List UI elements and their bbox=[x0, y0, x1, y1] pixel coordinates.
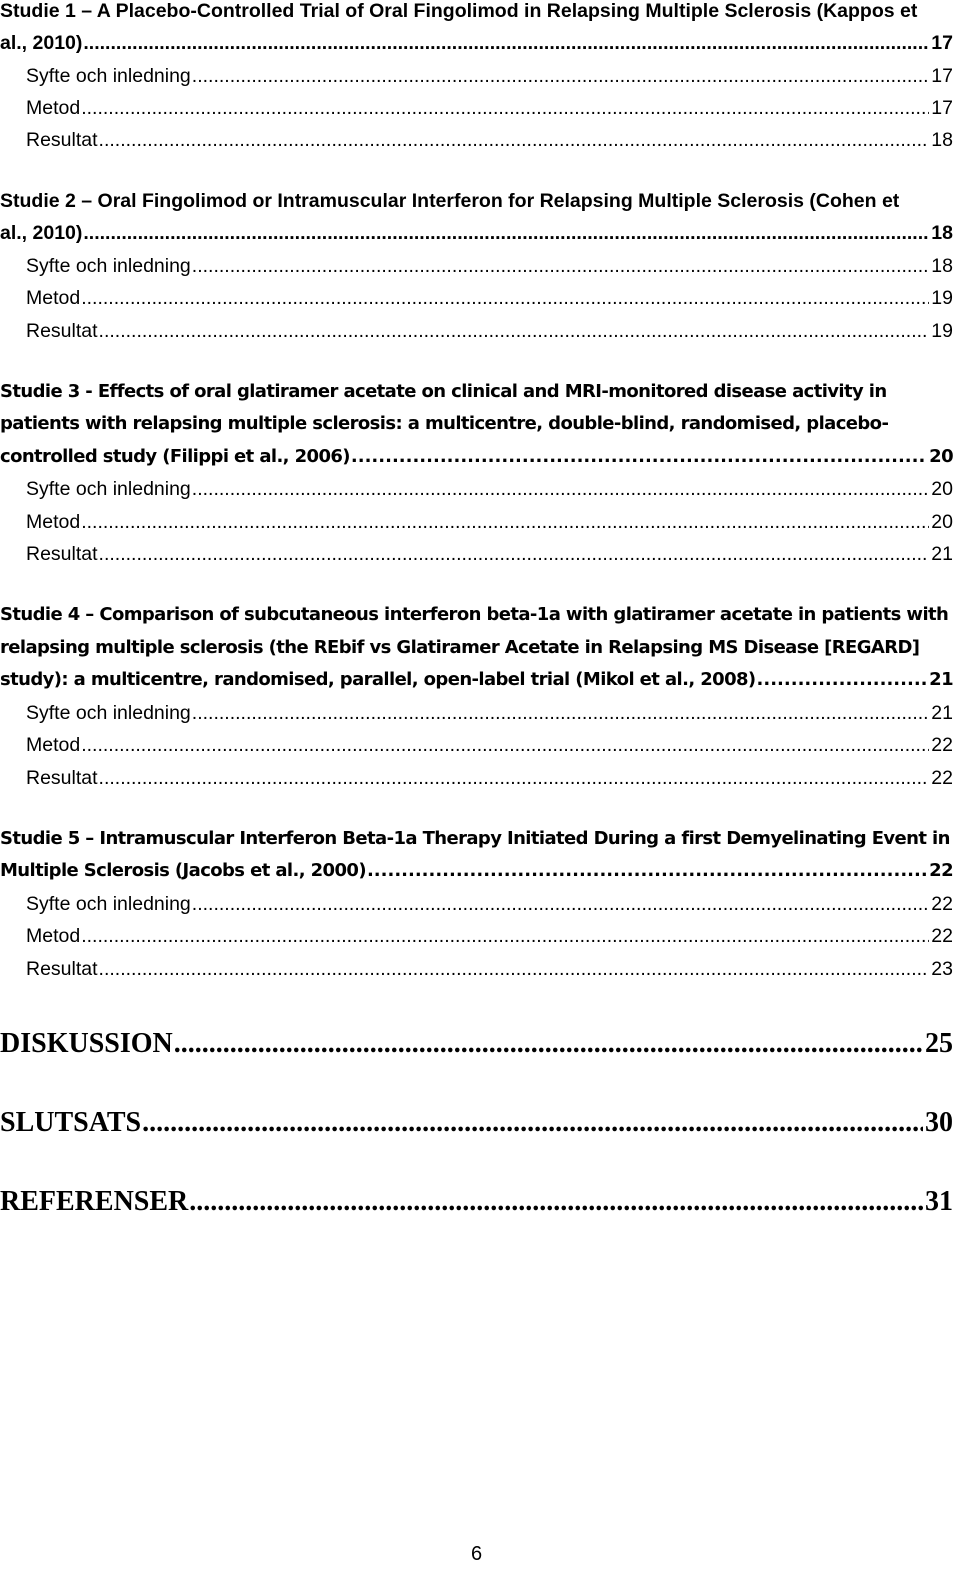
dot-leader bbox=[81, 97, 929, 120]
toc-study-4-entry[interactable] bbox=[0, 669, 953, 690]
toc-page-number: 22 bbox=[929, 860, 953, 881]
toc-study-1-title-line-1[interactable]: Studie 1 – A Placebo-Controlled Trial of Oral Fingolimod in Relapsing Multiple Sclerosis (Kappos et bbox=[0, 0, 918, 22]
toc-chapter-referenser[interactable] bbox=[0, 1186, 953, 1218]
toc-study-3-item-syfte[interactable] bbox=[26, 478, 953, 501]
toc-study-2-item-syfte[interactable] bbox=[26, 255, 953, 278]
toc-study-5-item-metod[interactable] bbox=[26, 925, 953, 948]
dot-leader bbox=[192, 893, 930, 916]
toc-item-label: Metod bbox=[26, 511, 81, 533]
toc-item-label: Syfte och inledning bbox=[26, 65, 191, 87]
toc-page-number: 22 bbox=[931, 893, 953, 915]
dot-leader bbox=[81, 734, 929, 757]
dot-leader bbox=[99, 767, 930, 790]
toc-item-label: Metod bbox=[26, 925, 81, 947]
toc-chapter-label: REFERENSER bbox=[0, 1186, 189, 1217]
toc-study-2-entry[interactable] bbox=[0, 222, 953, 245]
toc-page-number: 22 bbox=[931, 767, 953, 789]
toc-page-number: 17 bbox=[931, 97, 953, 119]
toc-item-label: Syfte och inledning bbox=[26, 255, 191, 277]
toc-study-3-item-resultat[interactable] bbox=[26, 543, 953, 566]
toc-study-5-title-line-2: Multiple Sclerosis (Jacobs et al., 2000) bbox=[0, 860, 366, 881]
toc-study-4-title-line-2[interactable]: relapsing multiple sclerosis (the REbif vs Glatiramer Acetate in Relapsing MS Disease [REGARD] bbox=[0, 637, 920, 658]
toc-study-3-item-metod[interactable] bbox=[26, 511, 953, 534]
toc-chapter-label: DISKUSSION bbox=[0, 1028, 173, 1059]
toc-page-number: 31 bbox=[925, 1186, 953, 1217]
toc-page-number: 18 bbox=[931, 222, 953, 244]
toc-page-number: 21 bbox=[929, 669, 953, 690]
toc-item-label: Resultat bbox=[26, 958, 98, 980]
toc-page-number: 17 bbox=[931, 32, 953, 54]
toc-page-number: 17 bbox=[931, 65, 953, 87]
toc-chapter-diskussion[interactable] bbox=[0, 1028, 953, 1060]
dot-leader bbox=[192, 478, 930, 501]
toc-study-2-item-metod[interactable] bbox=[26, 287, 953, 310]
toc-item-label: Syfte och inledning bbox=[26, 478, 191, 500]
toc-study-1-entry[interactable] bbox=[0, 32, 953, 55]
dot-leader bbox=[192, 65, 930, 88]
dot-leader bbox=[192, 255, 930, 278]
toc-item-label: Metod bbox=[26, 97, 81, 119]
toc-item-label: Metod bbox=[26, 287, 81, 309]
dot-leader bbox=[192, 702, 930, 725]
dot-leader bbox=[99, 320, 930, 343]
toc-item-label: Resultat bbox=[26, 767, 98, 789]
dot-leader bbox=[99, 543, 930, 566]
toc-page-number: 20 bbox=[931, 511, 953, 533]
toc-item-label: Metod bbox=[26, 734, 81, 756]
toc-page-number: 25 bbox=[925, 1028, 953, 1059]
toc-item-label: Syfte och inledning bbox=[26, 702, 191, 724]
dot-leader bbox=[757, 669, 928, 690]
toc-page-number: 19 bbox=[931, 287, 953, 309]
dot-leader bbox=[83, 222, 929, 245]
toc-study-1-title-line-2: al., 2010) bbox=[0, 32, 83, 54]
dot-leader bbox=[174, 1028, 923, 1060]
dot-leader bbox=[99, 129, 930, 152]
toc-study-1-item-metod[interactable] bbox=[26, 97, 953, 120]
toc-page-number: 19 bbox=[931, 320, 953, 342]
toc-page-number: 18 bbox=[931, 129, 953, 151]
toc-page-number: 22 bbox=[931, 734, 953, 756]
toc-study-5-item-syfte[interactable] bbox=[26, 893, 953, 916]
toc-study-4-item-metod[interactable] bbox=[26, 734, 953, 757]
toc-study-5-item-resultat[interactable] bbox=[26, 958, 953, 981]
toc-study-2-item-resultat[interactable] bbox=[26, 320, 953, 343]
toc-page-number: 20 bbox=[929, 446, 953, 467]
dot-leader bbox=[189, 1186, 923, 1218]
dot-leader bbox=[142, 1107, 923, 1139]
dot-leader bbox=[351, 446, 927, 467]
toc-study-1-item-syfte[interactable] bbox=[26, 65, 953, 88]
toc-chapter-label: SLUTSATS bbox=[0, 1107, 142, 1138]
toc-study-1-item-resultat[interactable] bbox=[26, 129, 953, 152]
toc-study-4-item-syfte[interactable] bbox=[26, 702, 953, 725]
dot-leader bbox=[81, 287, 929, 310]
dot-leader bbox=[81, 925, 929, 948]
toc-item-label: Resultat bbox=[26, 129, 98, 151]
toc-study-3-title-line-2[interactable]: patients with relapsing multiple sclerosis: a multicentre, double-blind, randomised, placebo- bbox=[0, 413, 889, 434]
toc-page-number: 18 bbox=[931, 255, 953, 277]
toc-item-label: Resultat bbox=[26, 543, 98, 565]
toc-study-5-entry[interactable] bbox=[0, 860, 953, 881]
dot-leader bbox=[367, 860, 927, 881]
toc-study-4-title-line-1[interactable]: Studie 4 – Comparison of subcutaneous interferon beta-1a with glatiramer acetate in patients with bbox=[0, 604, 949, 625]
toc-chapter-slutsats[interactable] bbox=[0, 1107, 953, 1139]
toc-study-4-item-resultat[interactable] bbox=[26, 767, 953, 790]
toc-study-3-title-line-3: controlled study (Filippi et al., 2006) bbox=[0, 446, 350, 467]
toc-page-number: 30 bbox=[925, 1107, 953, 1138]
dot-leader bbox=[81, 511, 929, 534]
toc-study-2-title-line-1[interactable]: Studie 2 – Oral Fingolimod or Intramuscular Interferon for Relapsing Multiple Sclerosis (Cohen et bbox=[0, 190, 900, 212]
toc-item-label: Syfte och inledning bbox=[26, 893, 191, 915]
toc-study-3-title-line-1[interactable]: Studie 3 - Effects of oral glatiramer acetate on clinical and MRI-monitored disease activity in bbox=[0, 381, 887, 402]
toc-study-5-title-line-1[interactable]: Studie 5 – Intramuscular Interferon Beta-1a Therapy Initiated During a first Demyelinating Event in bbox=[0, 828, 950, 849]
toc-study-4-title-line-3: study): a multicentre, randomised, parallel, open-label trial (Mikol et al., 2008) bbox=[0, 669, 756, 690]
dot-leader bbox=[99, 958, 930, 981]
toc-page-number: 21 bbox=[931, 543, 953, 565]
toc-page-number: 21 bbox=[931, 702, 953, 724]
toc-page-number: 20 bbox=[931, 478, 953, 500]
toc-study-3-entry[interactable] bbox=[0, 446, 953, 467]
toc-study-2-title-line-2: al., 2010) bbox=[0, 222, 83, 244]
toc-page-number: 22 bbox=[931, 925, 953, 947]
dot-leader bbox=[83, 32, 929, 55]
toc-item-label: Resultat bbox=[26, 320, 98, 342]
page-number: 6 bbox=[470, 1543, 483, 1565]
toc-page-number: 23 bbox=[931, 958, 953, 980]
